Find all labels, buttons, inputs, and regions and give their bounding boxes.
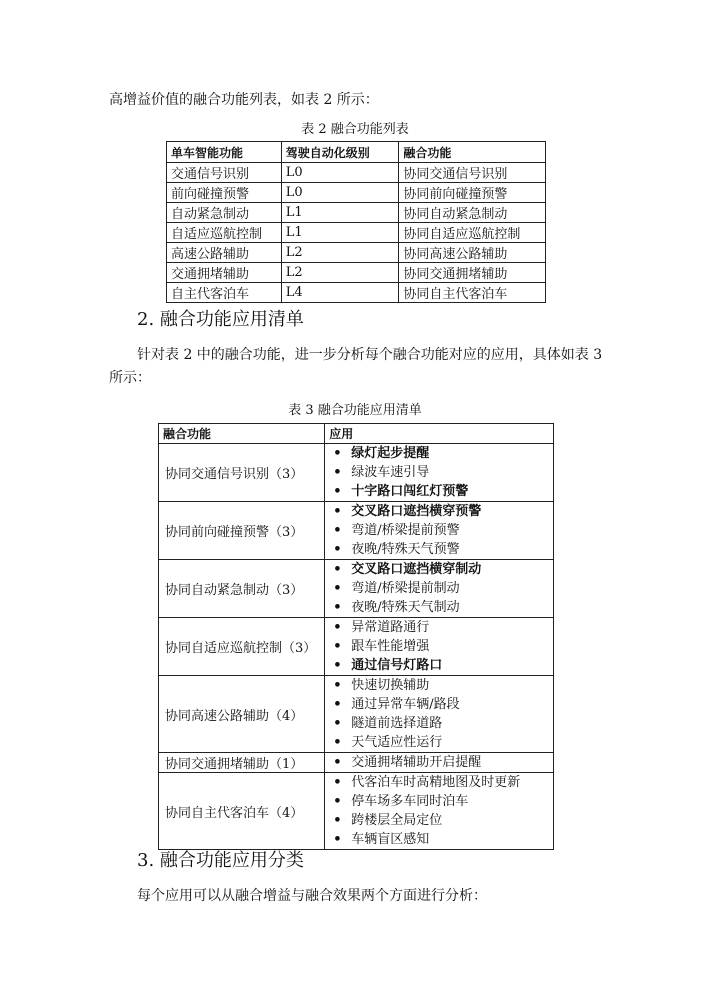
table-cell: L1	[281, 203, 399, 223]
list-item: • 绿灯起步提醒	[325, 444, 553, 463]
table-row	[167, 223, 546, 243]
table-cell: 协同自主代客泊车	[399, 283, 546, 303]
table-row	[167, 243, 546, 263]
application-list	[325, 560, 553, 617]
list-item: • 通过信号灯路口	[325, 656, 553, 675]
header-cell: 应用	[325, 424, 554, 444]
paragraph-line: 所示：	[109, 370, 151, 386]
table-cell: 自动紧急制动	[167, 203, 282, 223]
table-cell: 自适应巡航控制	[167, 223, 282, 243]
header-cell: 单车智能功能	[167, 142, 282, 163]
list-item: • 夜晚/特殊天气制动	[325, 598, 553, 617]
table-cell: 协同自动紧急制动	[399, 203, 546, 223]
applications-cell	[325, 676, 554, 753]
function-cell: 协同高速公路辅助（4）	[159, 676, 325, 753]
table-row	[159, 773, 554, 850]
table-cell: L1	[281, 223, 399, 243]
application-list	[325, 502, 553, 559]
list-item: • 交叉路口遮挡横穿制动	[325, 560, 553, 579]
applications-cell	[325, 560, 554, 618]
table-cell: 协同高速公路辅助	[399, 243, 546, 263]
application-list	[325, 676, 553, 752]
table-cell: 自主代客泊车	[167, 283, 282, 303]
table-cell: L2	[281, 263, 399, 283]
table-cell: 前向碰撞预警	[167, 183, 282, 203]
table-row	[159, 618, 554, 676]
table-row	[159, 560, 554, 618]
application-list	[325, 753, 553, 772]
header-cell: 驾驶自动化级别	[281, 142, 399, 163]
table2-caption: 表 2 融合功能列表	[301, 122, 409, 137]
table-row	[167, 183, 546, 203]
table-row	[159, 502, 554, 560]
function-cell: 协同自动紧急制动（3）	[159, 560, 325, 618]
table3-caption: 表 3 融合功能应用清单	[288, 403, 422, 418]
list-item: • 停车场多车同时泊车	[325, 792, 553, 811]
table-row	[167, 163, 546, 183]
table-cell: 交通拥堵辅助	[167, 263, 282, 283]
paragraph-line: 每个应用可以从融合增益与融合效果两个方面进行分析：	[137, 888, 487, 904]
list-item: • 天气适应性运行	[325, 733, 553, 752]
list-item: • 快速切换辅助	[325, 676, 553, 695]
function-cell: 协同前向碰撞预警（3）	[159, 502, 325, 560]
fusion-function-table	[166, 141, 546, 303]
table-cell: 协同交通信号识别	[399, 163, 546, 183]
list-item: • 代客泊车时高精地图及时更新	[325, 773, 553, 792]
table-row	[159, 753, 554, 773]
header-cell: 融合功能	[399, 142, 546, 163]
function-cell: 协同交通信号识别（3）	[159, 444, 325, 502]
application-list	[325, 773, 553, 849]
list-item: • 绿波车速引导	[325, 463, 553, 482]
table-cell: 协同自适应巡航控制	[399, 223, 546, 243]
list-item: • 交通拥堵辅助开启提醒	[325, 753, 553, 772]
table-row	[159, 444, 554, 502]
list-item: • 车辆盲区感知	[325, 830, 553, 849]
applications-cell	[325, 618, 554, 676]
table-header-row	[159, 424, 554, 444]
header-cell: 融合功能	[159, 424, 325, 444]
function-cell: 协同交通拥堵辅助（1）	[159, 753, 325, 773]
table-header-row	[167, 142, 546, 163]
table-row	[167, 283, 546, 303]
list-item: • 跨楼层全局定位	[325, 811, 553, 830]
application-list	[325, 618, 553, 675]
table-cell: 协同前向碰撞预警	[399, 183, 546, 203]
intro-text: 高增益价值的融合功能列表，如表 2 所示：	[109, 92, 379, 108]
list-item: • 通过异常车辆/路段	[325, 695, 553, 714]
table-cell: 高速公路辅助	[167, 243, 282, 263]
applications-cell	[325, 444, 554, 502]
table-cell: 协同交通拥堵辅助	[399, 263, 546, 283]
paragraph-line: 针对表 2 中的融合功能，进一步分析每个融合功能对应的应用，具体如表 3	[137, 347, 603, 363]
section-heading: 2. 融合功能应用清单	[137, 309, 304, 330]
table-row	[159, 676, 554, 753]
applications-cell	[325, 773, 554, 850]
table-row	[167, 203, 546, 223]
list-item: • 交叉路口遮挡横穿预警	[325, 502, 553, 521]
table-cell: L0	[281, 183, 399, 203]
list-item: • 异常道路通行	[325, 618, 553, 637]
table-row	[167, 263, 546, 283]
function-cell: 协同自主代客泊车（4）	[159, 773, 325, 850]
section-heading: 3. 融合功能应用分类	[137, 850, 304, 871]
list-item: • 十字路口闯红灯预警	[325, 482, 553, 501]
table-cell: 交通信号识别	[167, 163, 282, 183]
list-item: • 弯道/桥梁提前预警	[325, 521, 553, 540]
table-cell: L0	[281, 163, 399, 183]
table-cell: L4	[281, 283, 399, 303]
list-item: • 跟车性能增强	[325, 637, 553, 656]
fusion-application-table	[158, 423, 554, 850]
applications-cell	[325, 502, 554, 560]
list-item: • 弯道/桥梁提前制动	[325, 579, 553, 598]
list-item: • 隧道前选择道路	[325, 714, 553, 733]
list-item: • 夜晚/特殊天气预警	[325, 540, 553, 559]
table-cell: L2	[281, 243, 399, 263]
application-list	[325, 444, 553, 501]
function-cell: 协同自适应巡航控制（3）	[159, 618, 325, 676]
applications-cell	[325, 753, 554, 773]
